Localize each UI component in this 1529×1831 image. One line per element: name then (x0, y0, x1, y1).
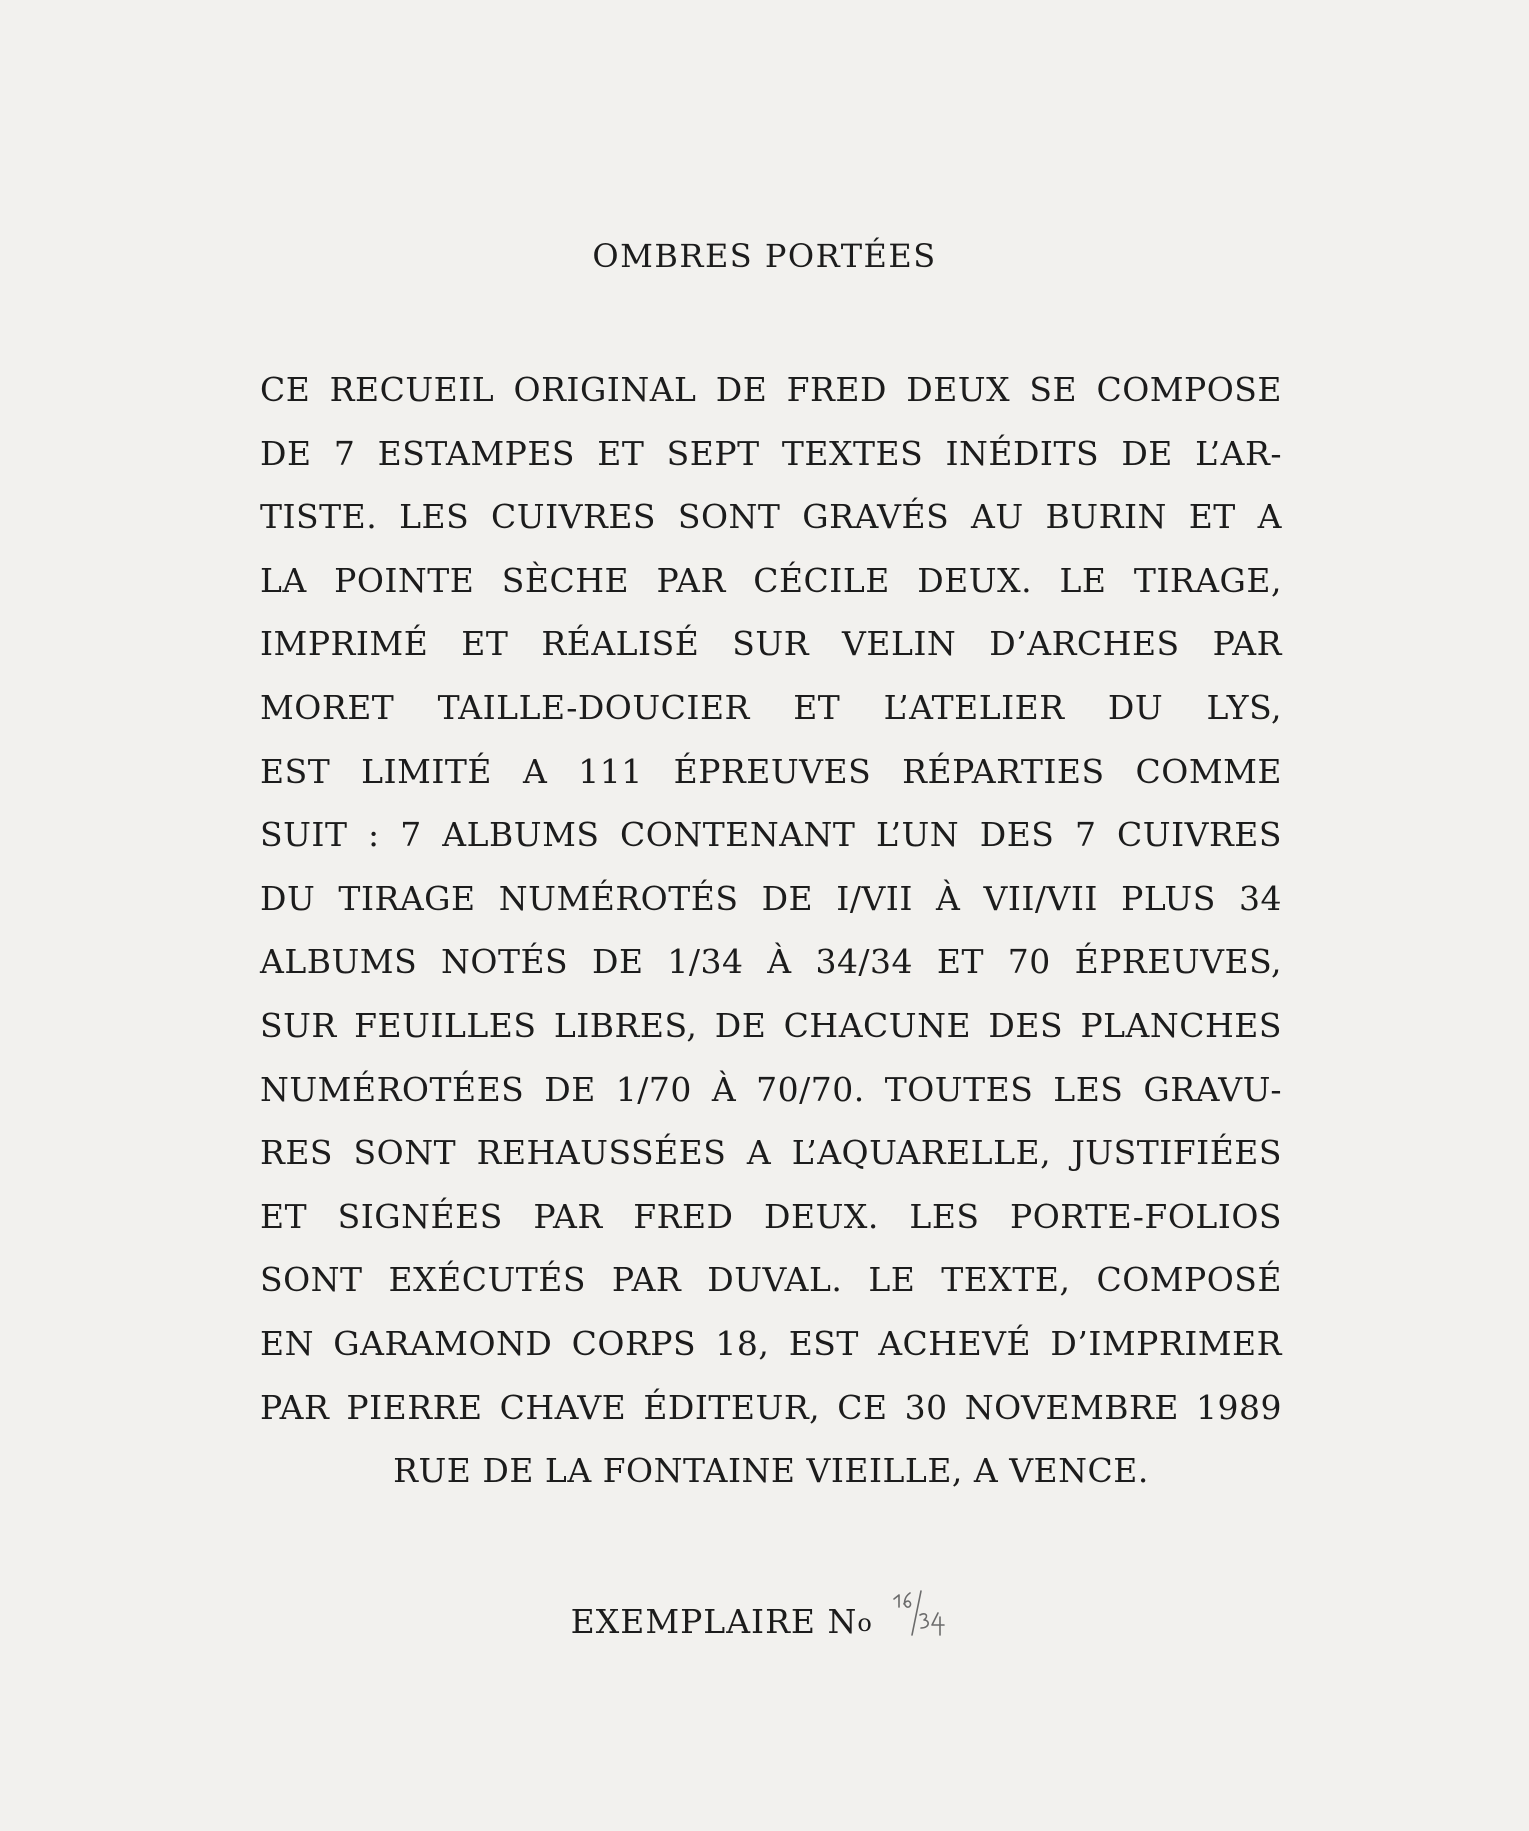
colophon-line: NUMÉROTÉES DE 1/70 À 70/70. TOUTES LES GRAVU- (260, 1069, 1282, 1109)
colophon-line: DE 7 ESTAMPES ET SEPT TEXTES INÉDITS DE L’AR- (260, 433, 1282, 473)
colophon-line: PAR PIERRE CHAVE ÉDITEUR, CE 30 NOVEMBRE 1989 (260, 1387, 1282, 1427)
exemplaire-number (0, 1585, 1529, 1648)
handwritten-edition-number (888, 1585, 958, 1645)
colophon-last-line: RUE DE LA FONTAINE VIEILLE, A VENCE. (393, 1451, 1149, 1491)
colophon-line: ET SIGNÉES PAR FRED DEUX. LES PORTE-FOLIOS (260, 1196, 1282, 1236)
colophon-line: TISTE. LES CUIVRES SONT GRAVÉS AU BURIN ET A (260, 497, 1282, 537)
colophon-line: DU TIRAGE NUMÉROTÉS DE I/VII À VII/VII PLUS 34 (260, 878, 1282, 918)
colophon-line: LA POINTE SÈCHE PAR CÉCILE DEUX. LE TIRAGE, (260, 560, 1282, 600)
colophon-line: IMPRIMÉ ET RÉALISÉ SUR VELIN D’ARCHES PAR (260, 624, 1282, 664)
page-title: OMBRES PORTÉES (592, 237, 937, 275)
colophon-line: CE RECUEIL ORIGINAL DE FRED DEUX SE COMPOSE (260, 370, 1282, 409)
exemplaire-label: EXEMPLAIRE N (570, 1602, 858, 1641)
colophon-line: EN GARAMOND CORPS 18, EST ACHEVÉ D’IMPRIMER (260, 1323, 1282, 1363)
colophon-text (260, 358, 1282, 1503)
colophon-line: SONT EXÉCUTÉS PAR DUVAL. LE TEXTE, COMPOSÉ (260, 1260, 1282, 1300)
colophon-line: MORET TAILLE-DOUCIER ET L’ATELIER DU LYS, (260, 687, 1282, 727)
colophon-line: SUIT : 7 ALBUMS CONTENANT L’UN DES 7 CUIVRES (260, 815, 1282, 855)
colophon-line: EST LIMITÉ A 111 ÉPREUVES RÉPARTIES COMME (260, 751, 1282, 791)
colophon-line: SUR FEUILLES LIBRES, DE CHACUNE DES PLANCHES (260, 1005, 1282, 1045)
numero-superscript: o (857, 1609, 873, 1637)
colophon-line: ALBUMS NOTÉS DE 1/34 À 34/34 ET 70 ÉPREUVES, (260, 942, 1282, 982)
colophon-line: RES SONT REHAUSSÉES A L’AQUARELLE, JUSTIFIÉES (260, 1133, 1282, 1173)
